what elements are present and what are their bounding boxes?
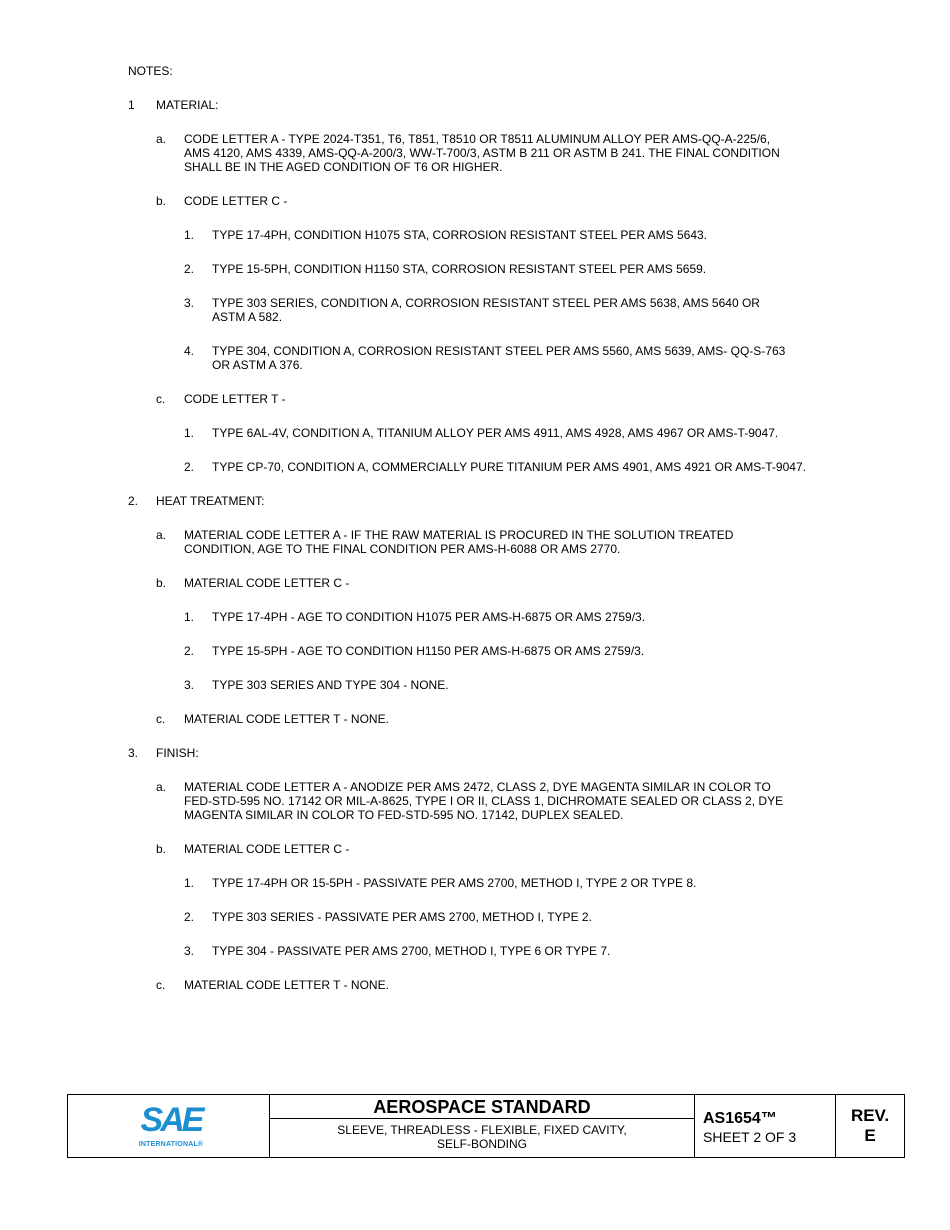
subitem-text-line: TYPE CP-70, CONDITION A, COMMERCIALLY PURE TITANIUM PER AMS 4901, AMS 4921 OR AMS-T-9047.: [212, 460, 806, 474]
logo-cell: [68, 1095, 270, 1157]
item-letter: b.: [156, 194, 167, 208]
item-letter: b.: [156, 576, 167, 590]
subitem-number: 2.: [184, 460, 195, 474]
subitem-text-line: TYPE 15-5PH, CONDITION H1150 STA, CORROSION RESISTANT STEEL PER AMS 5659.: [212, 262, 707, 276]
subitem-number: 2.: [184, 910, 195, 924]
section-number: 2.: [128, 494, 139, 508]
revision-value: E: [864, 1126, 876, 1145]
subitem-text-line: TYPE 304 - PASSIVATE PER AMS 2700, METHOD I, TYPE 6 OR TYPE 7.: [212, 944, 611, 958]
subitem-number: 1.: [184, 228, 195, 242]
item-text-line: SHALL BE IN THE AGED CONDITION OF T6 OR HIGHER.: [184, 160, 503, 174]
item-text-line: CODE LETTER C -: [184, 194, 288, 208]
title-cell: [270, 1095, 695, 1157]
subitem-text-line: TYPE 17-4PH - AGE TO CONDITION H1075 PER AMS-H-6875 OR AMS 2759/3.: [212, 610, 646, 624]
subitem-number: 3.: [184, 296, 195, 310]
subitem-text-line: TYPE 303 SERIES AND TYPE 304 - NONE.: [212, 678, 449, 692]
item-text-line: MATERIAL CODE LETTER T - NONE.: [184, 712, 389, 726]
subtitle-line-2: SELF-BONDING: [436, 1137, 527, 1151]
subitem-text-line: TYPE 303 SERIES, CONDITION A, CORROSION RESISTANT STEEL PER AMS 5638, AMS 5640 OR: [212, 296, 760, 310]
subitem-text-line: TYPE 15-5PH - AGE TO CONDITION H1150 PER AMS-H-6875 OR AMS 2759/3.: [212, 644, 645, 658]
subitem-number: 1.: [184, 876, 195, 890]
standard-title: AEROSPACE STANDARD: [270, 1095, 694, 1119]
subitem-number: 1.: [184, 610, 195, 624]
item-text-line: CODE LETTER T -: [184, 392, 286, 406]
sheet-number: SHEET 2 OF 3: [703, 1129, 797, 1145]
subitem-text-line: TYPE 6AL-4V, CONDITION A, TITANIUM ALLOY PER AMS 4911, AMS 4928, AMS 4967 OR AMS-T-9047.: [212, 426, 779, 440]
item-text-line: MATERIAL CODE LETTER A - ANODIZE PER AMS 2472, CLASS 2, DYE MAGENTA SIMILAR IN COLOR TO: [184, 780, 771, 794]
item-text-line: CODE LETTER A - TYPE 2024-T351, T6, T851, T8510 OR T8511 ALUMINUM ALLOY PER AMS-QQ-A-225/6,: [184, 132, 771, 146]
item-letter: a.: [156, 132, 167, 146]
section-number: 1: [128, 98, 135, 112]
subitem-text-line: TYPE 304, CONDITION A, CORROSION RESISTANT STEEL PER AMS 5560, AMS 5639, AMS- QQ-S-763: [212, 344, 786, 358]
item-letter: c.: [156, 978, 166, 992]
item-text-line: MAGENTA SIMILAR IN COLOR TO FED-STD-595 NO. 17142, DUPLEX SEALED.: [184, 808, 624, 822]
document-number: AS1654™: [703, 1110, 777, 1127]
subitem-text-line: OR ASTM A 376.: [212, 358, 303, 372]
subitem-number: 1.: [184, 426, 195, 440]
subitem-number: 4.: [184, 344, 195, 358]
revision-label: REV.: [850, 1106, 890, 1125]
item-letter: c.: [156, 712, 166, 726]
item-text-line: MATERIAL CODE LETTER C -: [184, 842, 350, 856]
subitem-number: 3.: [184, 678, 195, 692]
item-text-line: MATERIAL CODE LETTER T - NONE.: [184, 978, 389, 992]
section-number: 3.: [128, 746, 139, 760]
title-block: [67, 1094, 905, 1158]
item-letter: a.: [156, 780, 167, 794]
subitem-number: 2.: [184, 262, 195, 276]
subitem-text-line: TYPE 17-4PH, CONDITION H1075 STA, CORROSION RESISTANT STEEL PER AMS 5643.: [212, 228, 708, 242]
item-text-line: MATERIAL CODE LETTER A - IF THE RAW MATERIAL IS PROCURED IN THE SOLUTION TREATED: [184, 528, 734, 542]
subitem-number: 2.: [184, 644, 195, 658]
subitem-text-line: ASTM A 582.: [212, 310, 283, 324]
doc-cell: [695, 1095, 836, 1157]
section-title: HEAT TREATMENT:: [156, 494, 265, 508]
item-letter: a.: [156, 528, 167, 542]
subitem-text-line: TYPE 303 SERIES - PASSIVATE PER AMS 2700, METHOD I, TYPE 2.: [212, 910, 592, 924]
item-letter: c.: [156, 392, 166, 406]
item-text-line: FED-STD-595 NO. 17142 OR MIL-A-8625, TYPE I OR II, CLASS 1, DICHROMATE SEALED OR CLASS 2, DYE: [184, 794, 784, 808]
item-text-line: MATERIAL CODE LETTER C -: [184, 576, 350, 590]
standard-subtitle: [270, 1123, 694, 1151]
sae-logo-mark: SAE: [140, 1101, 202, 1139]
rev-cell: [836, 1095, 904, 1157]
sae-logo: [136, 1103, 206, 1151]
item-letter: b.: [156, 842, 167, 856]
subitem-number: 3.: [184, 944, 195, 958]
section-title: FINISH:: [156, 746, 199, 760]
sae-logo-text: INTERNATIONAL®: [138, 1141, 204, 1148]
notes-heading: NOTES:: [128, 64, 173, 78]
item-text-line: CONDITION, AGE TO THE FINAL CONDITION PER AMS-H-6088 OR AMS 2770.: [184, 542, 621, 556]
subtitle-line-1: SLEEVE, THREADLESS - FLEXIBLE, FIXED CAVITY,: [337, 1123, 627, 1137]
item-text-line: AMS 4120, AMS 4339, AMS-QQ-A-200/3, WW-T-700/3, ASTM B 211 OR ASTM B 241. THE FINAL CONDITION: [184, 146, 780, 160]
subitem-text-line: TYPE 17-4PH OR 15-5PH - PASSIVATE PER AMS 2700, METHOD I, TYPE 2 OR TYPE 8.: [212, 876, 697, 890]
section-title: MATERIAL:: [156, 98, 219, 112]
